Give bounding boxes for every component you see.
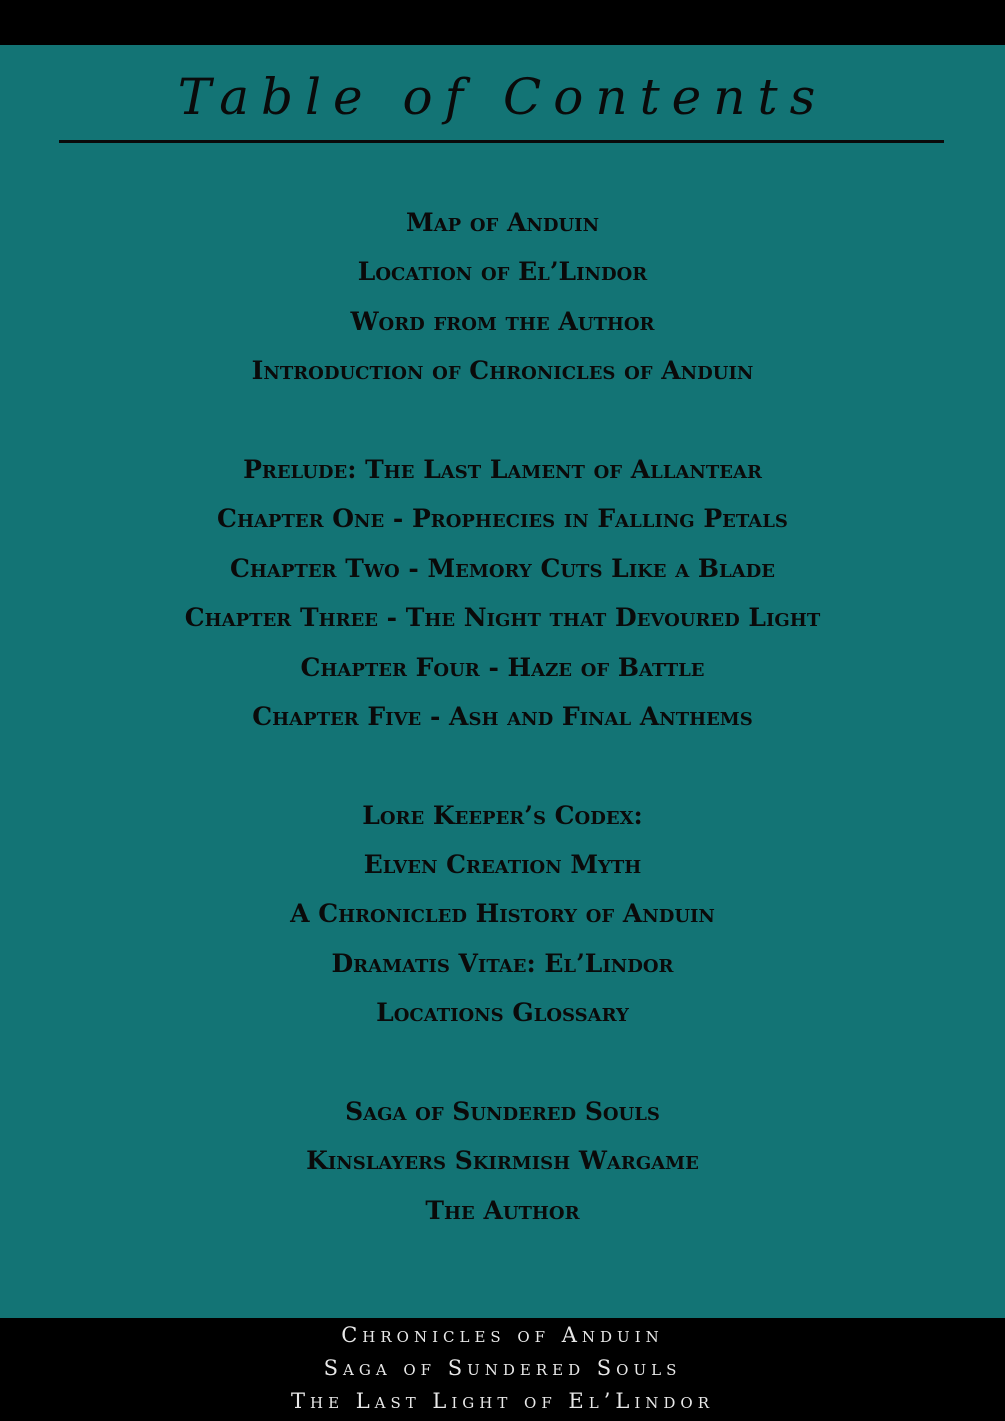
- toc-entry-location[interactable]: Location of El’Lindor: [357, 257, 648, 287]
- top-bar: [0, 0, 1005, 45]
- footer-saga-title: Saga of Sundered Souls: [323, 1356, 682, 1380]
- toc-entry-chapter-three[interactable]: Chapter Three - The Night that Devoured Light: [184, 603, 821, 633]
- toc-entry-history[interactable]: A Chronicled History of Anduin: [290, 899, 715, 929]
- toc-entry-the-author[interactable]: The Author: [425, 1195, 580, 1225]
- toc-entry-chapter-two[interactable]: Chapter Two - Memory Cuts Like a Blade: [230, 553, 775, 583]
- toc-entry-introduction[interactable]: Introduction of Chronicles of Anduin: [251, 356, 754, 386]
- toc-spacer: [0, 396, 1005, 445]
- footer-series-title: Chronicles of Anduin: [341, 1323, 664, 1347]
- toc-entry-creation-myth[interactable]: Elven Creation Myth: [363, 850, 642, 880]
- toc-entry-prelude[interactable]: Prelude: The Last Lament of Allantear: [243, 454, 762, 484]
- toc-spacer: [0, 741, 1005, 790]
- toc-entry-chapter-one[interactable]: Chapter One - Prophecies in Falling Petals: [217, 504, 788, 534]
- toc-entry-chapter-four[interactable]: Chapter Four - Haze of Battle: [300, 652, 705, 682]
- toc-entry-wargame[interactable]: Kinslayers Skirmish Wargame: [306, 1146, 699, 1176]
- toc-entry-map[interactable]: Map of Anduin: [405, 208, 600, 237]
- footer-book-title: The Last Light of El’Lindor: [290, 1389, 715, 1413]
- table-of-contents: [0, 198, 1005, 1235]
- toc-spacer: [0, 1038, 1005, 1087]
- toc-entry-codex[interactable]: Lore Keeper’s Codex:: [362, 800, 643, 830]
- toc-entry-dramatis-vitae[interactable]: Dramatis Vitae: El’Lindor: [331, 948, 674, 978]
- page-title: Table of Contents: [177, 68, 828, 126]
- title-underline: [59, 140, 944, 143]
- toc-entry-saga[interactable]: Saga of Sundered Souls: [345, 1097, 660, 1127]
- toc-entry-chapter-five[interactable]: Chapter Five - Ash and Final Anthems: [252, 701, 753, 731]
- toc-entry-locations-glossary[interactable]: Locations Glossary: [376, 998, 629, 1028]
- toc-entry-word-from-author[interactable]: Word from the Author: [350, 306, 655, 336]
